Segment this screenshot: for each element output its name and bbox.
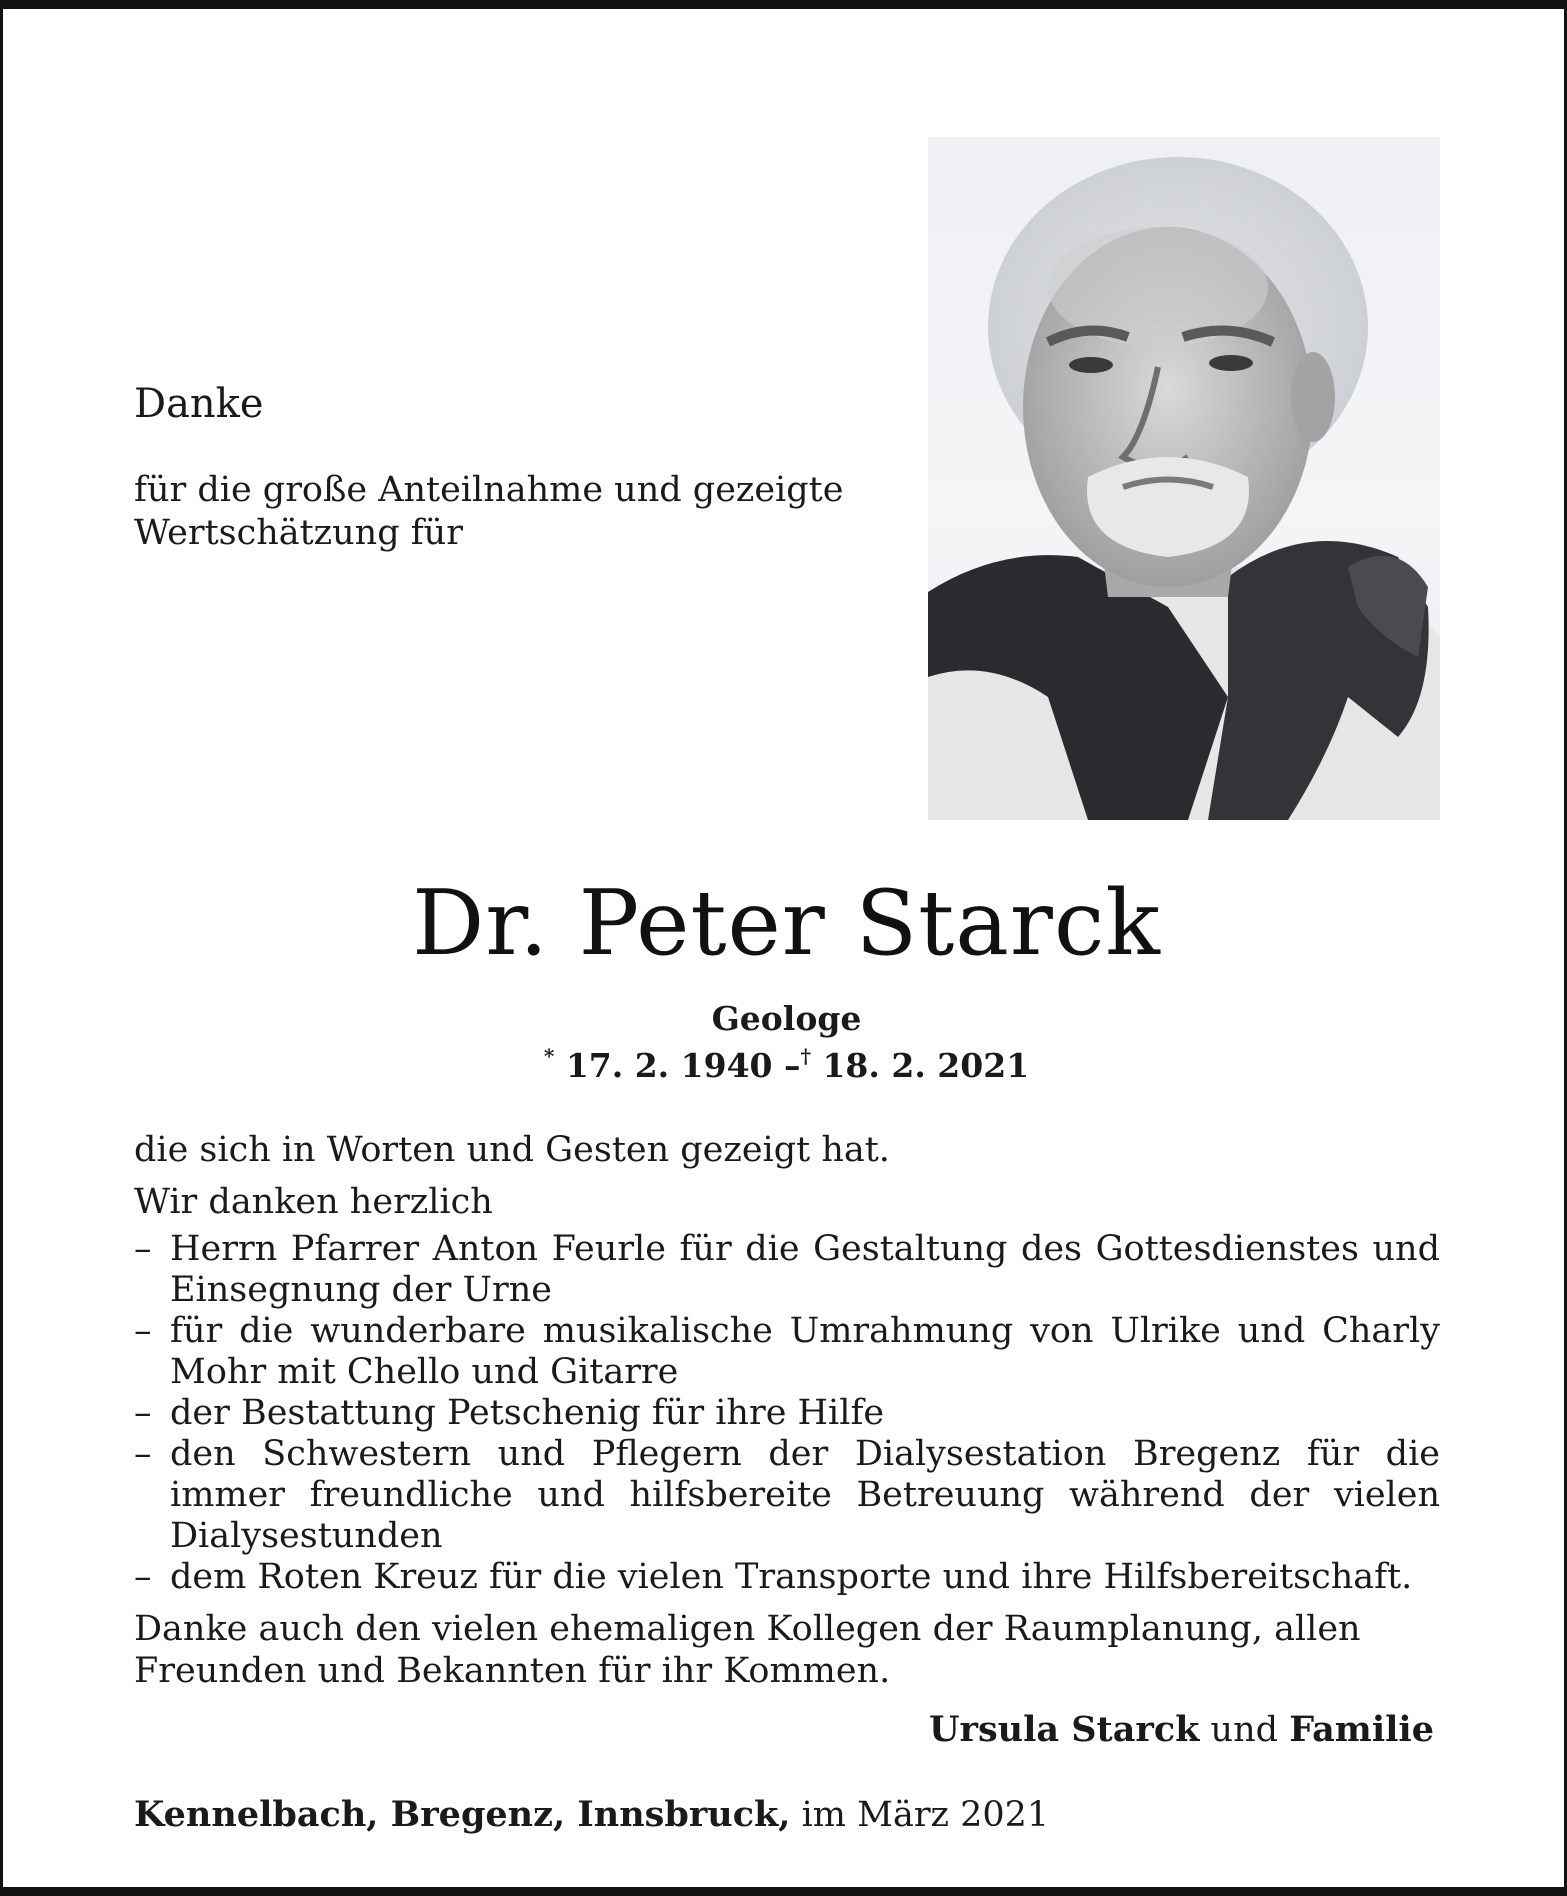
thanks-list bbox=[134, 1229, 1440, 1598]
places: Kennelbach, Bregenz, Innsbruck, bbox=[134, 1794, 791, 1835]
signature-conjunction: und bbox=[1210, 1710, 1279, 1750]
list-item: – den Schwestern und Pflegern der Dialysestation Bregenz für die immer freundliche und hilfsbereite Betreuung während der vielen Dialysestunden bbox=[134, 1434, 1440, 1557]
life-dates bbox=[3, 1044, 1567, 1085]
thanks-body bbox=[134, 1129, 1440, 1692]
list-item: – für die wunderbare musikalische Umrahmung von Ulrike und Charly Mohr mit Chello und Gitarre bbox=[134, 1311, 1440, 1393]
intro-text: für die große Anteilnahme und gezeigte Wertschätzung für bbox=[134, 470, 844, 553]
danke-heading: Danke bbox=[134, 381, 264, 427]
portrait-illustration bbox=[928, 137, 1440, 820]
date-separator: – bbox=[784, 1046, 801, 1085]
date: im März 2021 bbox=[801, 1795, 1050, 1835]
signature-name-2: Familie bbox=[1289, 1709, 1434, 1750]
place-and-date bbox=[134, 1794, 1049, 1835]
birth-symbol: * bbox=[543, 1044, 555, 1068]
deceased-name: Dr. Peter Starck bbox=[412, 871, 1161, 976]
list-item: – dem Roten Kreuz für die vielen Transporte und ihre Hilfsbereitschaft. bbox=[134, 1557, 1440, 1598]
body-line-2: Wir danken herzlich bbox=[134, 1182, 493, 1222]
closing-text: Danke auch den vielen ehemaligen Kollegen der Raumplanung, allen Freunden und Bekannten für ihr Kommen. bbox=[134, 1609, 1361, 1691]
deceased-profession: Geologe bbox=[711, 999, 862, 1038]
body-line-1: die sich in Worten und Gesten gezeigt hat. bbox=[134, 1130, 890, 1170]
signature bbox=[929, 1709, 1434, 1750]
death-symbol: † bbox=[800, 1044, 811, 1068]
death-date: 18. 2. 2021 bbox=[822, 1046, 1030, 1085]
list-item: – Herrn Pfarrer Anton Feurle für die Gestaltung des Gottesdienstes und Einsegnung der Urne bbox=[134, 1229, 1440, 1311]
signature-name-1: Ursula Starck bbox=[929, 1709, 1200, 1750]
birth-date: 17. 2. 1940 bbox=[565, 1046, 773, 1085]
portrait-photo bbox=[928, 137, 1440, 820]
list-item: – der Bestattung Petschenig für ihre Hilfe bbox=[134, 1393, 1440, 1434]
